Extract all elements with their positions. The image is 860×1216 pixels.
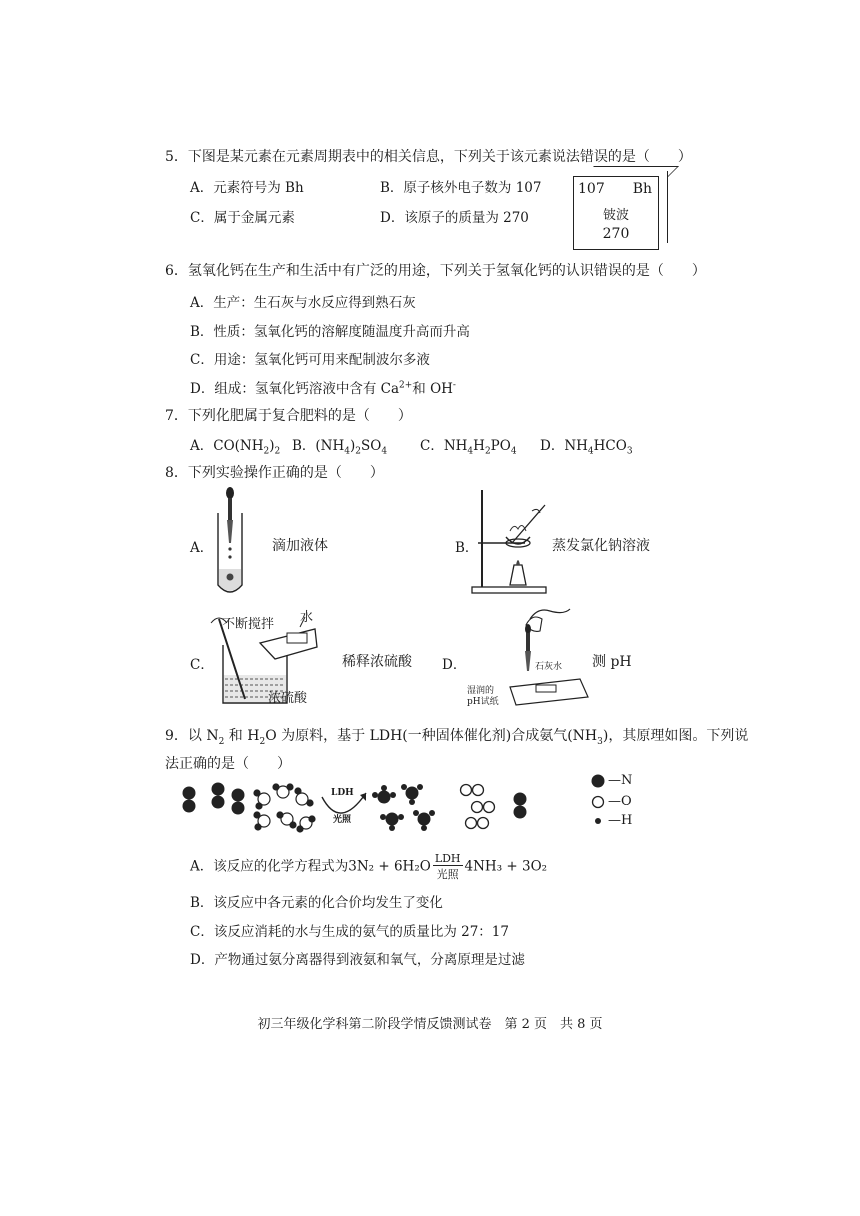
q7-option-a: A．$CO(NH_2)_2$ xyxy=(190,438,281,457)
q8-option-c-water-label: 水 xyxy=(300,610,314,625)
ph-test-figure xyxy=(480,605,590,705)
q5-option-b: B．原子核外电子数为 107 xyxy=(380,180,542,196)
q8-option-a-letter: A． xyxy=(190,540,214,556)
q6-option-d: D．组成：氢氧化钙溶液中含有 $Ca^{2+}$和 OH- xyxy=(190,380,456,397)
q8-option-c-acid-label: 浓硫酸 xyxy=(268,691,308,706)
legend-n-label: —N xyxy=(608,773,633,788)
q7-stem: 7．下列化肥属于复合肥料的是（ ） xyxy=(165,408,412,424)
reaction-condition: $\frac{\text{LDH}}{\text{光照}}$ xyxy=(434,852,461,881)
q6-stem: 6．氢氧化钙在生产和生活中有广泛的用途，下列关于氢氧化钙的认识错误的是（ ） xyxy=(165,263,706,279)
q6-option-b: B．性质：氢氧化钙的溶解度随温度升高而升高 xyxy=(190,324,470,340)
q6-option-c: C．用途：氢氧化钙可用来配制波尔多液 xyxy=(190,352,430,368)
evaporation-setup-figure xyxy=(470,485,550,595)
q8-option-b-label: 蒸发氯化钠溶液 xyxy=(552,538,650,554)
q8-stem: 8．下列实验操作正确的是（ ） xyxy=(165,465,384,481)
page-footer: 初三年级化学科第二阶段学情反馈测试卷 第 2 页 共 8 页 xyxy=(257,1017,603,1032)
q9-option-c: C．该反应消耗的水与生成的氨气的质量比为 27：17 xyxy=(190,924,509,940)
q7-option-d: D．$NH_4HCO_3$ xyxy=(540,438,633,457)
q9-stem-line-2: 法正确的是（ ） xyxy=(165,756,291,772)
equation-left: 3N₂ + 6H₂O xyxy=(348,858,431,875)
q9-stem-line-1: 9．以 $N_2$ 和 $H_2O$ 为原料，基于 LDH(一种固体催化剂)合成氨气$(NH_3)$，其原理如图。下列说 xyxy=(165,728,749,747)
element-symbol: Bh xyxy=(632,181,652,197)
q6-option-a: A．生产：生石灰与水反应得到熟石灰 xyxy=(190,295,416,311)
q8-option-a-label: 滴加液体 xyxy=(272,538,328,554)
dropper-test-tube-figure xyxy=(205,485,255,600)
q8-option-d-label: 测 pH xyxy=(592,654,632,670)
q5-option-c: C．属于金属元素 xyxy=(190,210,295,226)
element-cell xyxy=(573,176,659,250)
q9-arrow-condition: 光照 xyxy=(333,815,352,825)
q8-option-d-limewater-label: 石灰水 xyxy=(535,662,563,672)
q5-stem: 5．下图是某元素在元素周期表中的相关信息，下列关于该元素说法错误的是（ ） xyxy=(165,149,692,165)
reaction-molecule-diagram xyxy=(180,775,550,835)
legend-o-label: —O xyxy=(608,794,632,809)
q9-arrow-catalyst: LDH xyxy=(331,788,354,798)
q8-option-c-label: 稀释浓硫酸 xyxy=(342,654,412,670)
q5-option-a: A．元素符号为 Bh xyxy=(190,180,304,196)
q5-option-d: D．该原子的质量为 270 xyxy=(380,210,529,226)
q8-option-d-paper-label-2: pH试纸 xyxy=(467,697,499,707)
q9-option-d: D．产物通过氨分离器得到液氨和氧气，分离原理是过滤 xyxy=(190,952,525,968)
atomic-mass: 270 xyxy=(602,226,630,242)
equation-right: 4NH₃ + 3O₂ xyxy=(464,858,548,875)
element-name: 铍波 xyxy=(602,208,629,223)
reaction-legend xyxy=(588,772,608,832)
q7-option-b: B．$(NH_4)_2SO_4$ xyxy=(292,438,388,457)
q9-option-b: B．该反应中各元素的化合价均发生了变化 xyxy=(190,895,443,911)
q8-option-b-letter: B． xyxy=(455,540,479,556)
q8-option-d-paper-label-1: 湿润的 xyxy=(467,686,495,696)
q8-option-d-letter: D． xyxy=(442,657,467,673)
q8-option-c-stir-label: 不断搅拌 xyxy=(222,617,275,632)
q7-option-c: C．$NH_4H_2PO_4$ xyxy=(420,438,517,457)
q8-option-c-letter: C． xyxy=(190,657,214,673)
atomic-number: 107 xyxy=(578,181,605,197)
legend-h-label: —H xyxy=(608,813,633,828)
q9-option-a: A．该反应的化学方程式为3N₂ + 6H₂O $\frac{\text{LDH}}{\text{光照}}$ 4NH₃ + 3O₂ xyxy=(190,852,548,881)
